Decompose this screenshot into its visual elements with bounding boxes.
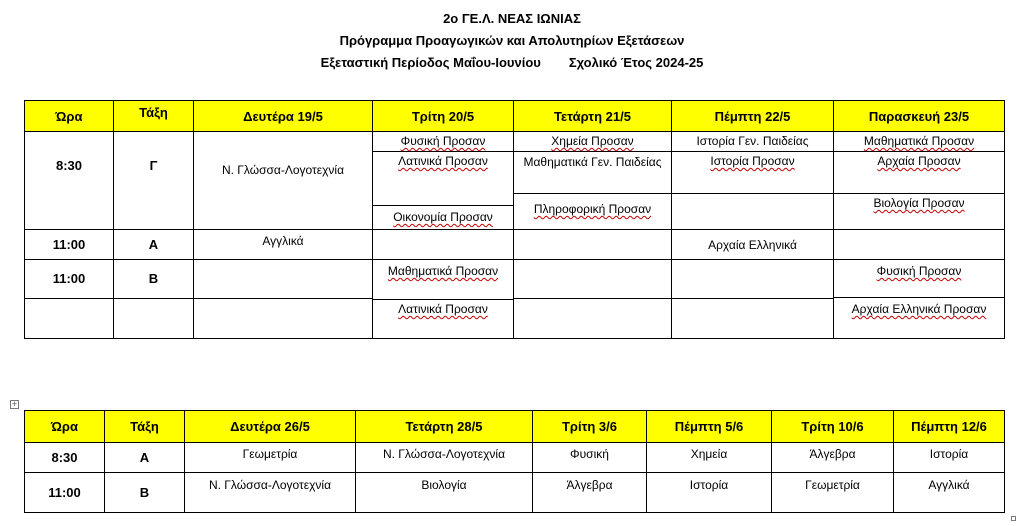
time-cell: 8:30	[55, 158, 83, 173]
time-cell: 11:00	[25, 260, 113, 299]
header-cell-wednesday: Τετάρτη 28/5	[356, 411, 533, 443]
exam-cell-stack	[514, 132, 672, 230]
header-cell-class: Τάξη	[105, 411, 185, 443]
exam-subject: Λατινικά Προσαν	[398, 302, 488, 316]
exam-period: Εξεταστική Περίοδος Μαΐου-Ιουνίου	[320, 55, 541, 70]
document-header	[0, 8, 1024, 74]
exam-cell: Ν. Γλώσσα-Λογοτεχνία	[185, 473, 356, 513]
exam-cell: Ν. Γλώσσα-Λογοτεχνία	[221, 163, 345, 177]
header-cell-time: Ώρα	[25, 101, 114, 132]
header-cell-tuesday: Τρίτη 20/5	[373, 101, 514, 132]
class-cell: Β	[105, 473, 185, 513]
document-title: Πρόγραμμα Προαγωγικών και Απολυτηρίων Εξετάσεων	[339, 33, 685, 48]
header-cell-wednesday: Τετάρτη 21/5	[514, 101, 672, 132]
class-cell: Β	[114, 260, 193, 299]
exam-subject: Αρχαία Προσαν	[877, 154, 961, 168]
exam-cell: Χημεία	[647, 443, 772, 473]
exam-subject: Ιστορία Γεν. Παιδείας	[696, 134, 809, 148]
header-cell-tuesday-2: Τρίτη 10/6	[772, 411, 894, 443]
exam-subject: Χημεία Προσαν	[551, 134, 634, 148]
table-move-handle-icon[interactable]: +	[11, 399, 18, 409]
school-year: Σχολικό Έτος 2024-25	[568, 55, 704, 70]
empty-cell	[373, 230, 514, 260]
table-header-row	[25, 411, 1005, 443]
table-row	[25, 132, 1005, 230]
exam-cell: Άλγεβρα	[533, 473, 647, 513]
table-row	[25, 473, 1005, 513]
exam-cell: Αγγλικά	[194, 230, 373, 260]
exam-cell: Ιστορία	[894, 443, 1005, 473]
exam-cell: Φυσική	[533, 443, 647, 473]
header-cell-friday: Παρασκευή 23/5	[834, 101, 1005, 132]
exam-subject: Βιολογία Προσαν	[873, 196, 965, 210]
time-cell: 11:00	[25, 230, 114, 260]
exam-subject: Φυσική Προσαν	[400, 134, 486, 148]
header-cell-class: Τάξη	[114, 101, 194, 132]
exam-cell-stack	[373, 260, 514, 339]
header-cell-thursday-2: Πέμπτη 12/6	[894, 411, 1005, 443]
exam-subject: Φυσική Προσαν	[876, 264, 962, 278]
exam-cell-stack	[834, 132, 1005, 230]
class-cell: Α	[114, 230, 194, 260]
exam-subject: Μαθηματικά Προσαν	[387, 264, 499, 278]
header-cell-tuesday: Τρίτη 3/6	[533, 411, 647, 443]
header-cell-monday: Δευτέρα 19/5	[194, 101, 373, 132]
exam-subject: Μαθηματικά Προσαν	[863, 134, 975, 148]
header-cell-monday: Δευτέρα 26/5	[185, 411, 356, 443]
table-row	[25, 230, 1005, 260]
exam-schedule-table-1	[24, 100, 1005, 339]
exam-subject: Ιστορία Προσαν	[710, 154, 795, 168]
exam-cell: Βιολογία	[356, 473, 533, 513]
table-row	[25, 260, 1005, 339]
exam-cell: Γεωμετρία	[185, 443, 356, 473]
time-cell: 11:00	[25, 473, 105, 513]
exam-cell: Αγγλικά	[894, 473, 1005, 513]
header-cell-thursday: Πέμπτη 22/5	[672, 101, 834, 132]
exam-cell: Ιστορία	[647, 473, 772, 513]
period-line	[0, 52, 1024, 74]
exam-schedule-table-2	[24, 410, 1005, 513]
school-name: 2ο ΓΕ.Λ. ΝΕΑΣ ΙΩΝΙΑΣ	[443, 11, 581, 26]
exam-subject: Οικονομία Προσαν	[393, 210, 493, 224]
table-resize-handle[interactable]	[1011, 516, 1016, 521]
empty-cell	[514, 230, 672, 260]
exam-subject: Αρχαία Ελληνικά Προσαν	[851, 302, 987, 316]
empty-cell	[834, 230, 1005, 260]
header-cell-thursday: Πέμπτη 5/6	[647, 411, 772, 443]
exam-cell: Άλγεβρα	[772, 443, 894, 473]
class-cell: Γ	[149, 158, 158, 173]
exam-cell: Αρχαία Ελληνικά	[672, 230, 834, 260]
exam-subject: Πληροφορική Προσαν	[533, 202, 652, 216]
exam-subject: Μαθηματικά Γεν. Παιδείας	[523, 155, 662, 169]
table-row	[25, 443, 1005, 473]
exam-subject: Λατινικά Προσαν	[398, 154, 488, 168]
header-cell-time: Ώρα	[25, 411, 105, 443]
table-header-row	[25, 101, 1005, 132]
exam-cell: Γεωμετρία	[772, 473, 894, 513]
class-cell: Α	[105, 443, 185, 473]
exam-cell-stack	[834, 260, 1005, 339]
exam-cell: Ν. Γλώσσα-Λογοτεχνία	[356, 443, 533, 473]
exam-cell-stack	[672, 132, 834, 230]
exam-cell-stack	[373, 132, 514, 230]
time-cell: 8:30	[25, 443, 105, 473]
